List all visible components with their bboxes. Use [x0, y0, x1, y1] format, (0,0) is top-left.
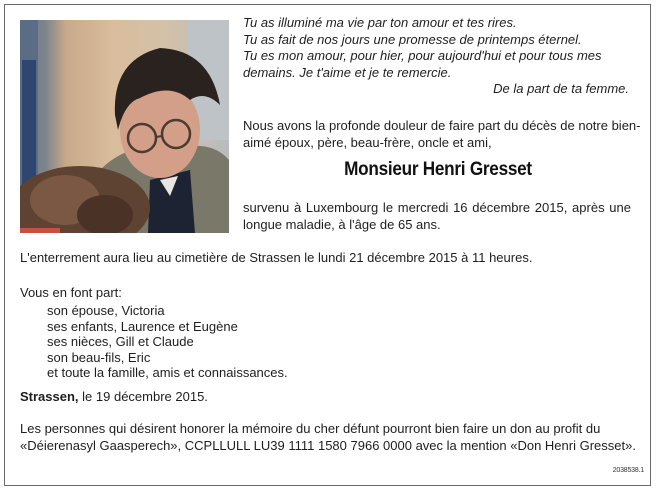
- reference-number: 2038538.1: [612, 467, 644, 474]
- family-list: [47, 303, 288, 381]
- poem-line: Tu es mon amour, pour hier, pour aujourd'hui et pour tous mes: [243, 48, 602, 63]
- portrait-photo: [20, 20, 229, 233]
- family-member: son beau-fils, Eric: [47, 349, 151, 365]
- poem-line: Tu as fait de nos jours une promesse de printemps éternel.: [243, 31, 582, 47]
- family-member: ses nièces, Gill et Claude: [47, 334, 194, 349]
- place-and-date: [20, 389, 208, 404]
- poem-signature: De la part de ta femme.: [493, 81, 629, 96]
- poem-line: Tu as illuminé ma vie par ton amour et tes rires.: [243, 15, 517, 30]
- announcers-label: Vous en font part:: [20, 285, 122, 300]
- poem-line: demains. Je t'aime et je te remercie.: [243, 64, 452, 80]
- announcement-intro: Nous avons la profonde douleur de faire part du décès de notre bien-aimé époux, père, beau-frère, oncle et ami,: [243, 118, 641, 150]
- donation-info: Les personnes qui désirent honorer la mémoire du cher défunt pourront bien faire un don au profit du «Déierenasyl Gaasperech», CCPLLULL LU39 1111 1580 7966 0000 avec la mention «Don Henri Gresset».: [20, 421, 636, 453]
- family-member: son épouse, Victoria: [47, 303, 165, 318]
- family-member: ses enfants, Laurence et Eugène: [47, 318, 238, 334]
- notice-date: le 19 décembre 2015.: [78, 389, 208, 404]
- place-name: Strassen,: [20, 389, 79, 404]
- portrait-image: [20, 20, 229, 233]
- burial-info: L'enterrement aura lieu au cimetière de Strassen le lundi 21 décembre 2015 à 11 heures.: [20, 250, 533, 265]
- memorial-poem: [243, 15, 643, 98]
- deceased-name: Monsieur Henri Gresset: [344, 158, 532, 180]
- family-member: et toute la famille, amis et connaissances.: [47, 365, 288, 380]
- death-details: survenu à Luxembourg le mercredi 16 décembre 2015, après une longue maladie, à l'âge de 65 ans.: [243, 200, 631, 232]
